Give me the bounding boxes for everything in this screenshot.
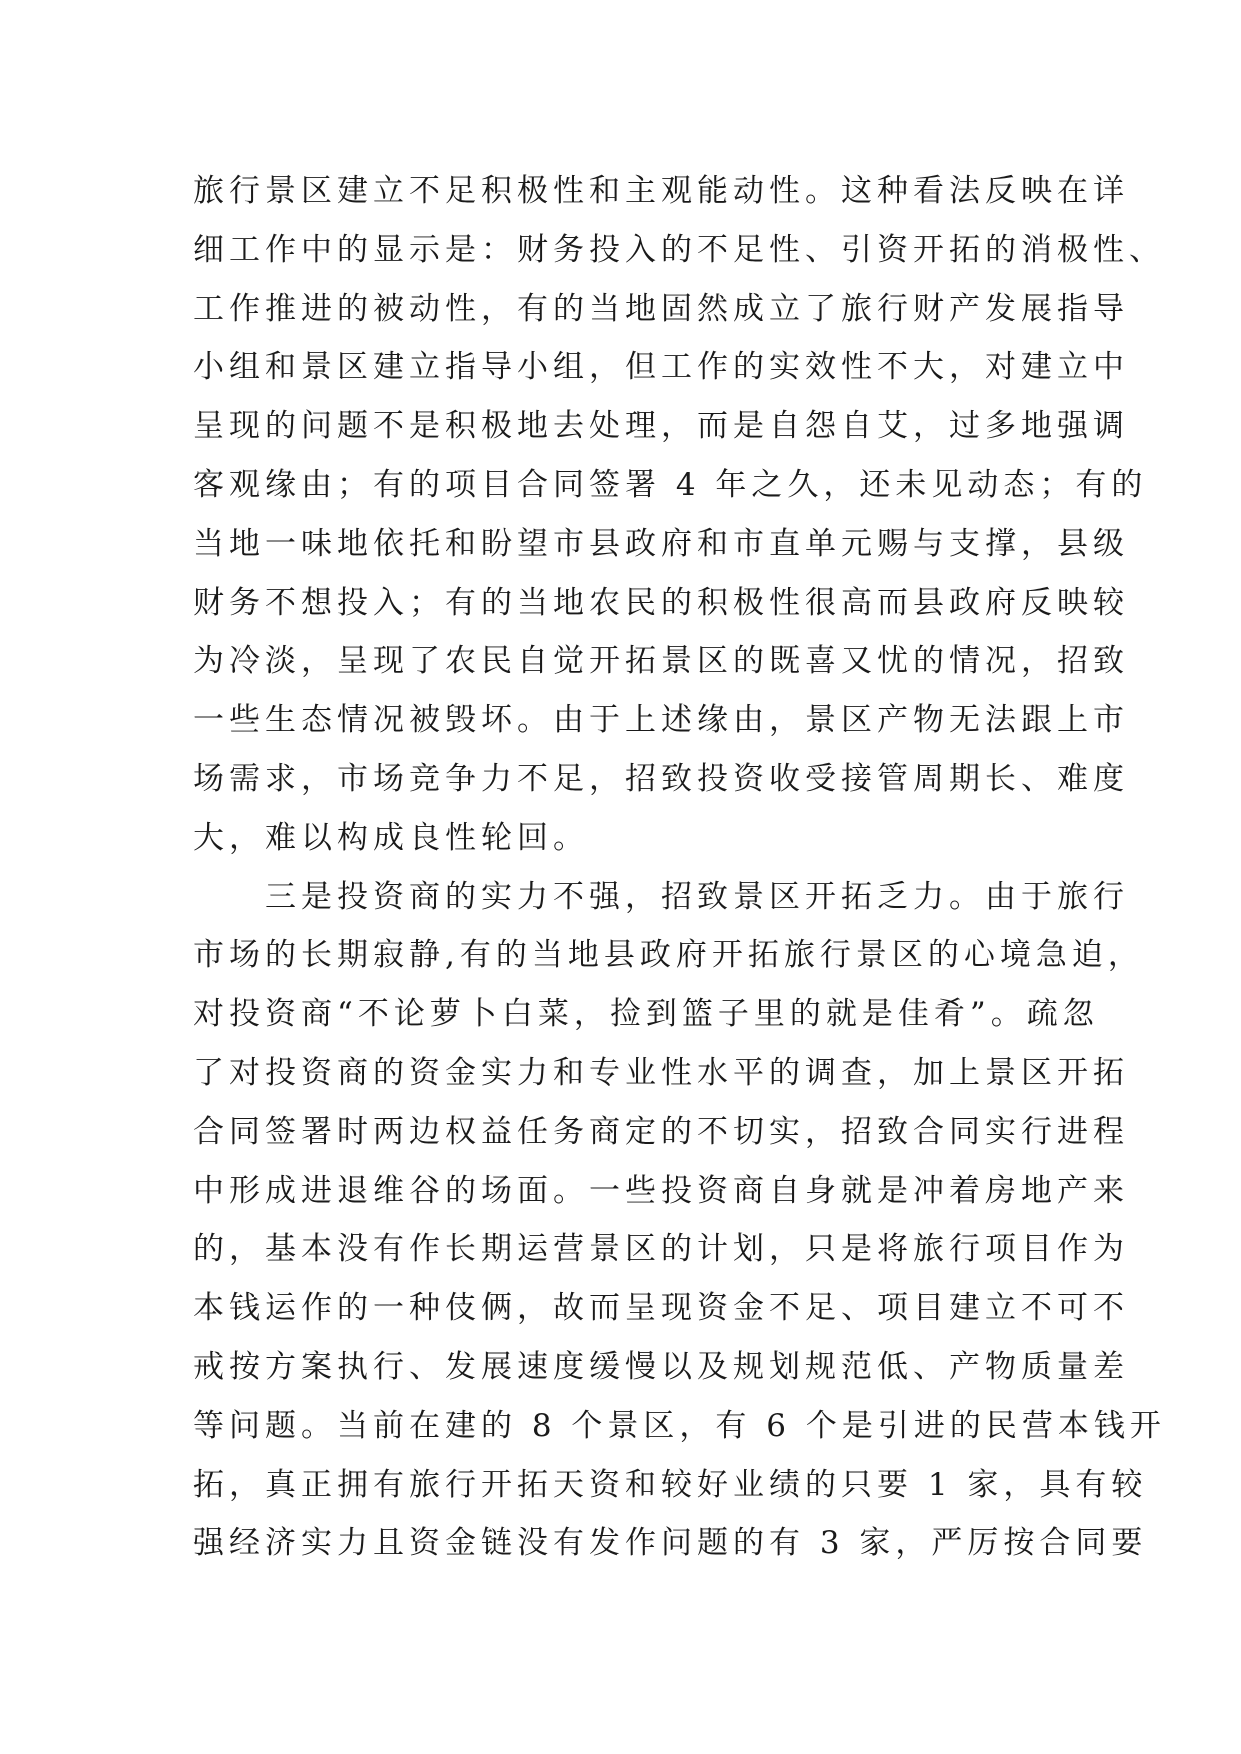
text-line: 戒按方案执行、发展速度缓慢以及规划规范低、产物质量差 [193, 1348, 1129, 1385]
text-line: 等问题。当前在建的 8 个景区，有 6 个是引进的民营本钱开 [193, 1407, 1166, 1444]
text-line: 了对投资商的资金实力和专业性水平的调查，加上景区开拓 [193, 1054, 1129, 1091]
text-line: 当地一味地依托和盼望市县政府和市直单元赐与支撑，县级 [193, 525, 1129, 562]
text-line: 中形成进退维谷的场面。一些投资商自身就是冲着房地产来 [193, 1172, 1129, 1209]
text-line: 呈现的问题不是积极地去处理，而是自怨自艾，过多地强调 [193, 408, 1129, 445]
text-line: 大，难以构成良性轮回。 [193, 819, 589, 856]
text-line: 本钱运作的一种伎俩，故而呈现资金不足、项目建立不可不 [193, 1290, 1129, 1327]
text-line: 三是投资商的实力不强，招致景区开拓乏力。由于旅行 [193, 878, 1129, 915]
text-line: 细工作中的显示是：财务投入的不足性、引资开拓的消极性、 [193, 231, 1165, 268]
text-line: 客观缘由；有的项目合同签署 4 年之久，还未见动态；有的 [193, 466, 1148, 503]
text-line: 对投资商“不论萝卜白菜，捡到篮子里的就是佳肴”。疏忽 [193, 996, 1099, 1033]
text-line: 强经济实力且资金链没有发作问题的有 3 家，严厉按合同要 [193, 1525, 1148, 1562]
text-line: 市场的长期寂静,有的当地县政府开拓旅行景区的心境急迫， [193, 937, 1144, 974]
text-line: 合同签署时两边权益任务商定的不切实，招致合同实行进程 [193, 1113, 1129, 1150]
body-text [193, 162, 1166, 1573]
text-line: 的，基本没有作长期运营景区的计划，只是将旅行项目作为 [193, 1231, 1129, 1268]
text-line: 为冷淡，呈现了农民自觉开拓景区的既喜又忧的情况，招致 [193, 643, 1129, 680]
text-line: 旅行景区建立不足积极性和主观能动性。这种看法反映在详 [193, 173, 1129, 209]
text-line: 一些生态情况被毁坏。由于上述缘由，景区产物无法跟上市 [193, 702, 1129, 739]
text-line: 财务不想投入；有的当地农民的积极性很高而县政府反映较 [193, 584, 1129, 621]
text-line: 小组和景区建立指导小组，但工作的实效性不大，对建立中 [193, 349, 1129, 386]
text-line: 工作推进的被动性，有的当地固然成立了旅行财产发展指导 [193, 290, 1129, 327]
text-line: 场需求，市场竞争力不足，招致投资收受接管周期长、难度 [193, 760, 1129, 797]
text-line: 拓，真正拥有旅行开拓天资和较好业绩的只要 1 家，具有较 [193, 1466, 1148, 1503]
